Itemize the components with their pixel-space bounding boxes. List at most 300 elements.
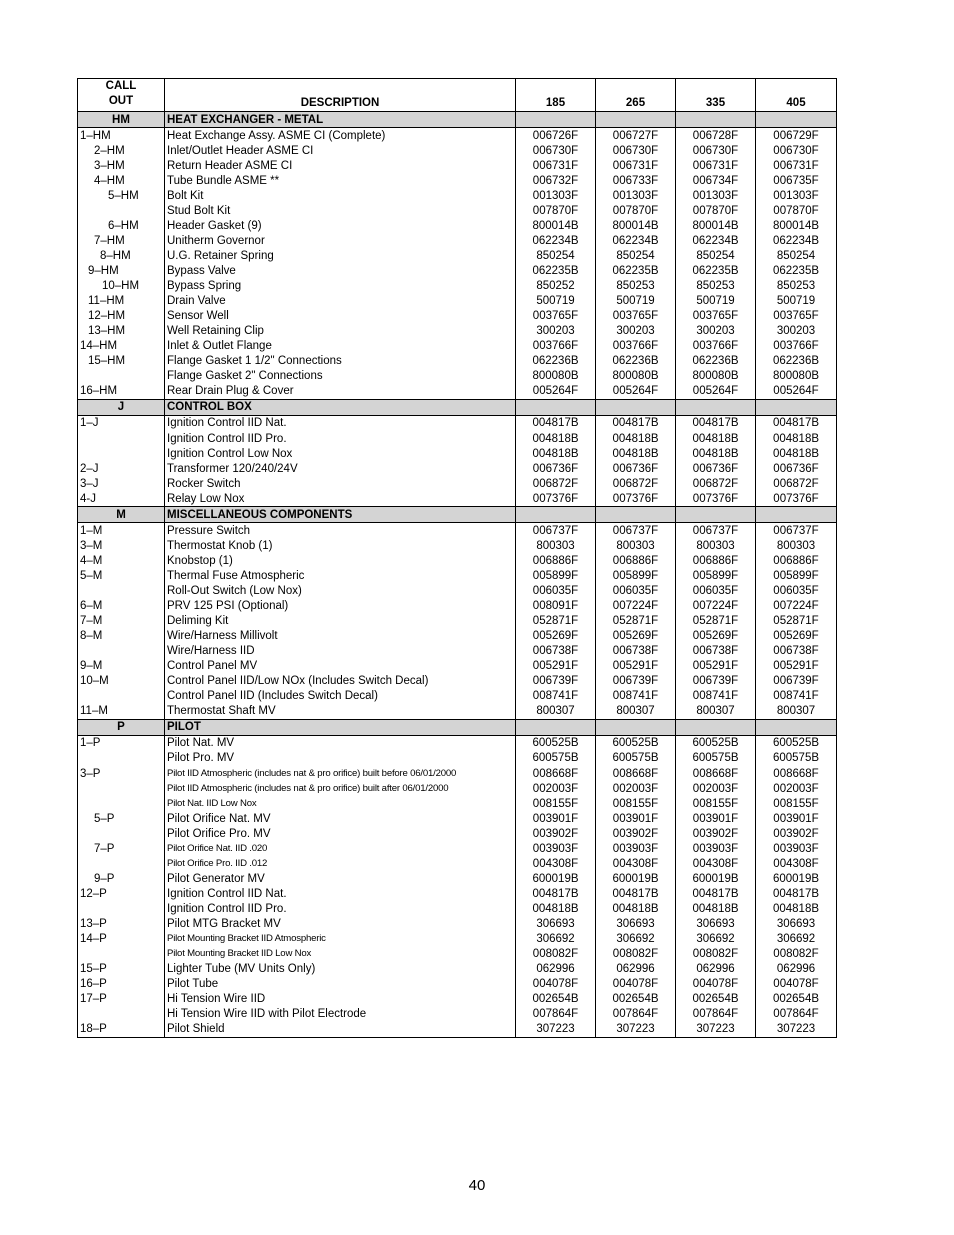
call-out-cell: 10–HM: [78, 279, 165, 294]
part-number-cell-405: 006739F: [756, 674, 837, 689]
part-number-cell-185: 006872F: [516, 476, 596, 491]
call-out-cell: 2–J: [78, 461, 165, 476]
part-number-cell-185: 005899F: [516, 568, 596, 583]
part-number-cell-185: 800307: [516, 704, 596, 720]
part-number-cell-265: 800014B: [596, 218, 676, 233]
part-number-cell-335: 062235B: [676, 263, 756, 278]
table-row: [78, 781, 837, 796]
part-number-cell-405: 006736F: [756, 461, 837, 476]
part-number-cell-405: 004817B: [756, 415, 837, 431]
section-header-row: [78, 507, 837, 523]
part-number-cell-265: 006872F: [596, 476, 676, 491]
description-cell: Hi Tension Wire IID with Pilot Electrode: [165, 1007, 516, 1022]
description-cell: PRV 125 PSI (Optional): [165, 599, 516, 614]
part-number-cell-335: 004078F: [676, 977, 756, 992]
call-out-cell: 3–HM: [78, 158, 165, 173]
part-number-cell-405: 003766F: [756, 339, 837, 354]
part-number-cell-335: 003765F: [676, 309, 756, 324]
part-number-cell-405: 008082F: [756, 947, 837, 962]
part-number-cell-265: 006730F: [596, 143, 676, 158]
table-row: [78, 233, 837, 248]
part-number-cell-185: 004817B: [516, 886, 596, 901]
part-number-cell-265: 306692: [596, 932, 676, 947]
call-out-cell: 16–P: [78, 977, 165, 992]
call-out-cell: 8–HM: [78, 248, 165, 263]
part-number-cell-335: 007376F: [676, 491, 756, 507]
part-number-cell-185: 002003F: [516, 781, 596, 796]
part-number-cell-265: 850253: [596, 279, 676, 294]
part-number-cell-405: 500719: [756, 294, 837, 309]
part-number-cell-335: 003903F: [676, 841, 756, 856]
part-number-cell-405: 600575B: [756, 751, 837, 766]
part-number-cell-265: 004817B: [596, 886, 676, 901]
part-number-cell-335: 006736F: [676, 461, 756, 476]
part-number-cell-265: 004308F: [596, 856, 676, 871]
call-out-cell: 17–P: [78, 992, 165, 1007]
part-number-cell-335: 306693: [676, 916, 756, 931]
part-number-cell-405: 003903F: [756, 841, 837, 856]
part-number-cell-335: 006730F: [676, 143, 756, 158]
description-cell: Pilot Nat. MV: [165, 735, 516, 751]
table-body: [78, 112, 837, 1038]
part-number-cell-185: 006730F: [516, 143, 596, 158]
call-out-cell: 12–P: [78, 886, 165, 901]
call-out-cell: 8–M: [78, 629, 165, 644]
call-out-cell: [78, 901, 165, 916]
description-cell: Control Panel MV: [165, 659, 516, 674]
description-cell: Wire/Harness IID: [165, 644, 516, 659]
part-number-cell-185: 005264F: [516, 384, 596, 400]
call-out-cell: 18–P: [78, 1022, 165, 1038]
part-number-cell-335: 003766F: [676, 339, 756, 354]
part-number-cell-335: 002003F: [676, 781, 756, 796]
part-number-cell-265: 052871F: [596, 614, 676, 629]
part-number-cell-185: 006736F: [516, 461, 596, 476]
part-number-cell-185: 062236B: [516, 354, 596, 369]
description-cell: Tube Bundle ASME **: [165, 173, 516, 188]
part-number-cell-335: 007224F: [676, 599, 756, 614]
part-number-cell-185: 004817B: [516, 415, 596, 431]
part-number-cell-405: 007376F: [756, 491, 837, 507]
part-number-cell-265: 006738F: [596, 644, 676, 659]
part-number-cell-405: 004078F: [756, 977, 837, 992]
part-number-cell-405: 006872F: [756, 476, 837, 491]
call-out-cell: 5–P: [78, 811, 165, 826]
part-number-cell-405: 800080B: [756, 369, 837, 384]
part-number-cell-265: 062996: [596, 962, 676, 977]
part-number-cell-265: 600525B: [596, 735, 676, 751]
part-number-cell-405: 062235B: [756, 263, 837, 278]
part-number-cell-335: 850254: [676, 248, 756, 263]
part-number-cell-185: 004818B: [516, 901, 596, 916]
description-cell: Wire/Harness Millivolt: [165, 629, 516, 644]
part-number-cell-185: 006035F: [516, 583, 596, 598]
part-number-cell-265: 600019B: [596, 871, 676, 886]
part-number-cell-405: 006738F: [756, 644, 837, 659]
description-cell: Pilot IID Atmospheric (includes nat & pro orifice) built before 06/01/2000: [165, 766, 516, 781]
table-row: [78, 856, 837, 871]
description-cell: Deliming Kit: [165, 614, 516, 629]
call-out-cell: 7–P: [78, 841, 165, 856]
description-cell: Rear Drain Plug & Cover: [165, 384, 516, 400]
table-row: [78, 599, 837, 614]
part-number-cell-185: 306693: [516, 916, 596, 931]
description-cell: Pilot IID Atmospheric (includes nat & pro orifice) built after 06/01/2000: [165, 781, 516, 796]
call-out-cell: 9–P: [78, 871, 165, 886]
call-out-cell: 11–HM: [78, 294, 165, 309]
table-row: [78, 158, 837, 173]
part-number-cell-335: 004818B: [676, 446, 756, 461]
header-description: DESCRIPTION: [165, 79, 516, 112]
part-number-cell-405: 004818B: [756, 446, 837, 461]
section-empty-cell: [676, 112, 756, 128]
part-number-cell-335: 306692: [676, 932, 756, 947]
part-number-cell-335: 003902F: [676, 826, 756, 841]
call-out-cell: 3–M: [78, 538, 165, 553]
call-out-cell: 5–HM: [78, 188, 165, 203]
part-number-cell-405: 005291F: [756, 659, 837, 674]
description-cell: Ignition Control IID Pro.: [165, 901, 516, 916]
description-cell: Pilot Orifice Nat. IID .020: [165, 841, 516, 856]
part-number-cell-185: 003903F: [516, 841, 596, 856]
call-out-cell: [78, 446, 165, 461]
description-cell: Transformer 120/240/24V: [165, 461, 516, 476]
part-number-cell-335: 005269F: [676, 629, 756, 644]
part-number-cell-265: 006739F: [596, 674, 676, 689]
table-row: [78, 218, 837, 233]
part-number-cell-265: 008668F: [596, 766, 676, 781]
description-cell: Inlet & Outlet Flange: [165, 339, 516, 354]
part-number-cell-335: 006035F: [676, 583, 756, 598]
description-cell: Stud Bolt Kit: [165, 203, 516, 218]
part-number-cell-185: 004078F: [516, 977, 596, 992]
description-cell: Bypass Valve: [165, 263, 516, 278]
part-number-cell-185: 004818B: [516, 446, 596, 461]
call-out-cell: 3–P: [78, 766, 165, 781]
part-number-cell-265: 300203: [596, 324, 676, 339]
part-number-cell-185: 850254: [516, 248, 596, 263]
part-number-cell-405: 008668F: [756, 766, 837, 781]
part-number-cell-405: 008155F: [756, 796, 837, 811]
table-row: [78, 977, 837, 992]
description-cell: Pilot Shield: [165, 1022, 516, 1038]
part-number-cell-185: 006739F: [516, 674, 596, 689]
part-number-cell-335: 006734F: [676, 173, 756, 188]
table-row: [78, 248, 837, 263]
description-cell: Bypass Spring: [165, 279, 516, 294]
description-cell: Rocker Switch: [165, 476, 516, 491]
part-number-cell-405: 006035F: [756, 583, 837, 598]
part-number-cell-265: 001303F: [596, 188, 676, 203]
part-number-cell-265: 600575B: [596, 751, 676, 766]
part-number-cell-185: 004308F: [516, 856, 596, 871]
part-number-cell-265: 307223: [596, 1022, 676, 1038]
part-number-cell-335: 800014B: [676, 218, 756, 233]
part-number-cell-335: 007870F: [676, 203, 756, 218]
table-row: [78, 735, 837, 751]
part-number-cell-185: 307223: [516, 1022, 596, 1038]
part-number-cell-185: 306692: [516, 932, 596, 947]
description-cell: Hi Tension Wire IID: [165, 992, 516, 1007]
call-out-cell: 9–M: [78, 659, 165, 674]
section-code: J: [78, 399, 165, 415]
part-number-cell-335: 003901F: [676, 811, 756, 826]
table-row: [78, 339, 837, 354]
part-number-cell-405: 005899F: [756, 568, 837, 583]
table-row: [78, 263, 837, 278]
table-row: [78, 491, 837, 507]
part-number-cell-265: 004818B: [596, 431, 676, 446]
part-number-cell-405: 062236B: [756, 354, 837, 369]
description-cell: Bolt Kit: [165, 188, 516, 203]
table-row: [78, 704, 837, 720]
part-number-cell-405: 006731F: [756, 158, 837, 173]
description-cell: Sensor Well: [165, 309, 516, 324]
section-code: P: [78, 719, 165, 735]
part-number-cell-405: 006735F: [756, 173, 837, 188]
part-number-cell-185: 052871F: [516, 614, 596, 629]
description-cell: Pilot Nat. IID Low Nox: [165, 796, 516, 811]
call-out-cell: 3–J: [78, 476, 165, 491]
part-number-cell-405: 004817B: [756, 886, 837, 901]
description-cell: Pressure Switch: [165, 523, 516, 539]
part-number-cell-335: 004308F: [676, 856, 756, 871]
section-empty-cell: [676, 719, 756, 735]
part-number-cell-335: 062236B: [676, 354, 756, 369]
call-out-cell: [78, 751, 165, 766]
section-code: M: [78, 507, 165, 523]
section-empty-cell: [596, 719, 676, 735]
header-model-265: 265: [596, 79, 676, 112]
part-number-cell-405: 001303F: [756, 188, 837, 203]
section-header-row: [78, 112, 837, 128]
header-model-405: 405: [756, 79, 837, 112]
description-cell: Ignition Control IID Nat.: [165, 415, 516, 431]
table-row: [78, 188, 837, 203]
part-number-cell-185: 002654B: [516, 992, 596, 1007]
part-number-cell-405: 003902F: [756, 826, 837, 841]
part-number-cell-185: 003766F: [516, 339, 596, 354]
table-row: [78, 962, 837, 977]
part-number-cell-185: 300203: [516, 324, 596, 339]
part-number-cell-265: 800307: [596, 704, 676, 720]
part-number-cell-265: 004078F: [596, 977, 676, 992]
call-out-cell: 10–M: [78, 674, 165, 689]
table-row: [78, 294, 837, 309]
table-row: [78, 538, 837, 553]
part-number-cell-265: 007224F: [596, 599, 676, 614]
section-empty-cell: [756, 112, 837, 128]
part-number-cell-265: 006731F: [596, 158, 676, 173]
description-cell: Relay Low Nox: [165, 491, 516, 507]
part-number-cell-265: 008082F: [596, 947, 676, 962]
section-empty-cell: [516, 399, 596, 415]
part-number-cell-335: 004818B: [676, 901, 756, 916]
part-number-cell-265: 005269F: [596, 629, 676, 644]
part-number-cell-335: 008155F: [676, 796, 756, 811]
table-row: [78, 279, 837, 294]
part-number-cell-335: 500719: [676, 294, 756, 309]
table-row: [78, 992, 837, 1007]
description-cell: Ignition Control IID Nat.: [165, 886, 516, 901]
part-number-cell-185: 006731F: [516, 158, 596, 173]
table-row: [78, 384, 837, 400]
call-out-cell: 4–M: [78, 553, 165, 568]
part-number-cell-335: 800303: [676, 538, 756, 553]
part-number-cell-265: 005899F: [596, 568, 676, 583]
part-number-cell-185: 500719: [516, 294, 596, 309]
part-number-cell-185: 008091F: [516, 599, 596, 614]
header-call-out: CALL OUT: [78, 79, 165, 112]
parts-table: [77, 78, 837, 1038]
call-out-cell: [78, 583, 165, 598]
description-cell: Well Retaining Clip: [165, 324, 516, 339]
section-empty-cell: [516, 507, 596, 523]
part-number-cell-405: 005269F: [756, 629, 837, 644]
part-number-cell-335: 600575B: [676, 751, 756, 766]
part-number-cell-185: 600525B: [516, 735, 596, 751]
table-row: [78, 128, 837, 144]
table-row: [78, 659, 837, 674]
part-number-cell-335: 800080B: [676, 369, 756, 384]
part-number-cell-405: 004818B: [756, 901, 837, 916]
description-cell: Pilot Orifice Pro. MV: [165, 826, 516, 841]
table-row: [78, 415, 837, 431]
part-number-cell-265: 002003F: [596, 781, 676, 796]
part-number-cell-335: 007864F: [676, 1007, 756, 1022]
part-number-cell-335: 004817B: [676, 886, 756, 901]
description-cell: Unitherm Governor: [165, 233, 516, 248]
part-number-cell-335: 006728F: [676, 128, 756, 144]
call-out-cell: 1–P: [78, 735, 165, 751]
part-number-cell-335: 006731F: [676, 158, 756, 173]
part-number-cell-265: 007870F: [596, 203, 676, 218]
part-number-cell-265: 500719: [596, 294, 676, 309]
call-out-cell: 14–P: [78, 932, 165, 947]
part-number-cell-185: 600019B: [516, 871, 596, 886]
part-number-cell-265: 006733F: [596, 173, 676, 188]
section-header-row: [78, 399, 837, 415]
part-number-cell-265: 062235B: [596, 263, 676, 278]
call-out-cell: 1–J: [78, 415, 165, 431]
part-number-cell-265: 006737F: [596, 523, 676, 539]
part-number-cell-185: 006738F: [516, 644, 596, 659]
part-number-cell-265: 306693: [596, 916, 676, 931]
call-out-cell: 2–HM: [78, 143, 165, 158]
call-out-cell: [78, 781, 165, 796]
part-number-cell-185: 006737F: [516, 523, 596, 539]
table-row: [78, 553, 837, 568]
part-number-cell-335: 800307: [676, 704, 756, 720]
section-empty-cell: [596, 399, 676, 415]
table-row: [78, 1022, 837, 1038]
part-number-cell-265: 008155F: [596, 796, 676, 811]
part-number-cell-185: 008155F: [516, 796, 596, 811]
section-empty-cell: [756, 719, 837, 735]
part-number-cell-405: 800014B: [756, 218, 837, 233]
section-title: HEAT EXCHANGER - METAL: [165, 112, 516, 128]
part-number-cell-405: 307223: [756, 1022, 837, 1038]
call-out-cell: 14–HM: [78, 339, 165, 354]
table-row: [78, 947, 837, 962]
part-number-cell-185: 006732F: [516, 173, 596, 188]
description-cell: Flange Gasket 2" Connections: [165, 369, 516, 384]
part-number-cell-265: 800080B: [596, 369, 676, 384]
part-number-cell-185: 006726F: [516, 128, 596, 144]
part-number-cell-335: 008741F: [676, 689, 756, 704]
call-out-cell: 1–M: [78, 523, 165, 539]
section-empty-cell: [756, 507, 837, 523]
part-number-cell-335: 600019B: [676, 871, 756, 886]
part-number-cell-405: 007864F: [756, 1007, 837, 1022]
part-number-cell-335: 062996: [676, 962, 756, 977]
table-row: [78, 1007, 837, 1022]
part-number-cell-405: 800303: [756, 538, 837, 553]
part-number-cell-185: 005291F: [516, 659, 596, 674]
part-number-cell-335: 005264F: [676, 384, 756, 400]
part-number-cell-405: 052871F: [756, 614, 837, 629]
call-out-cell: [78, 369, 165, 384]
call-out-cell: [78, 1007, 165, 1022]
call-out-cell: 12–HM: [78, 309, 165, 324]
call-out-cell: 9–HM: [78, 263, 165, 278]
part-number-cell-265: 003903F: [596, 841, 676, 856]
part-number-cell-405: 850254: [756, 248, 837, 263]
part-number-cell-265: 008741F: [596, 689, 676, 704]
description-cell: Pilot Mounting Bracket IID Low Nox: [165, 947, 516, 962]
part-number-cell-265: 850254: [596, 248, 676, 263]
table-row: [78, 324, 837, 339]
call-out-cell: 5–M: [78, 568, 165, 583]
header-model-185: 185: [516, 79, 596, 112]
part-number-cell-335: 004817B: [676, 415, 756, 431]
part-number-cell-405: 306692: [756, 932, 837, 947]
part-number-cell-335: 006737F: [676, 523, 756, 539]
part-number-cell-405: 003901F: [756, 811, 837, 826]
section-empty-cell: [756, 399, 837, 415]
description-cell: Pilot Tube: [165, 977, 516, 992]
part-number-cell-405: 850253: [756, 279, 837, 294]
part-number-cell-185: 008741F: [516, 689, 596, 704]
description-cell: Pilot Mounting Bracket IID Atmospheric: [165, 932, 516, 947]
description-cell: Thermostat Shaft MV: [165, 704, 516, 720]
table-header: [78, 79, 837, 112]
call-out-cell: 6–M: [78, 599, 165, 614]
part-number-cell-185: 008668F: [516, 766, 596, 781]
part-number-cell-405: 007870F: [756, 203, 837, 218]
table-row: [78, 173, 837, 188]
part-number-cell-265: 003765F: [596, 309, 676, 324]
part-number-cell-265: 003901F: [596, 811, 676, 826]
part-number-cell-335: 062234B: [676, 233, 756, 248]
description-cell: Ignition Control Low Nox: [165, 446, 516, 461]
part-number-cell-185: 003901F: [516, 811, 596, 826]
table-row: [78, 203, 837, 218]
description-cell: Pilot Pro. MV: [165, 751, 516, 766]
table-row: [78, 841, 837, 856]
section-code: HM: [78, 112, 165, 128]
part-number-cell-335: 600525B: [676, 735, 756, 751]
part-number-cell-335: 001303F: [676, 188, 756, 203]
part-number-cell-405: 062234B: [756, 233, 837, 248]
table-row: [78, 629, 837, 644]
part-number-cell-265: 062236B: [596, 354, 676, 369]
part-number-cell-405: 005264F: [756, 384, 837, 400]
description-cell: Thermostat Knob (1): [165, 538, 516, 553]
part-number-cell-265: 062234B: [596, 233, 676, 248]
part-number-cell-265: 006886F: [596, 553, 676, 568]
part-number-cell-405: 002003F: [756, 781, 837, 796]
